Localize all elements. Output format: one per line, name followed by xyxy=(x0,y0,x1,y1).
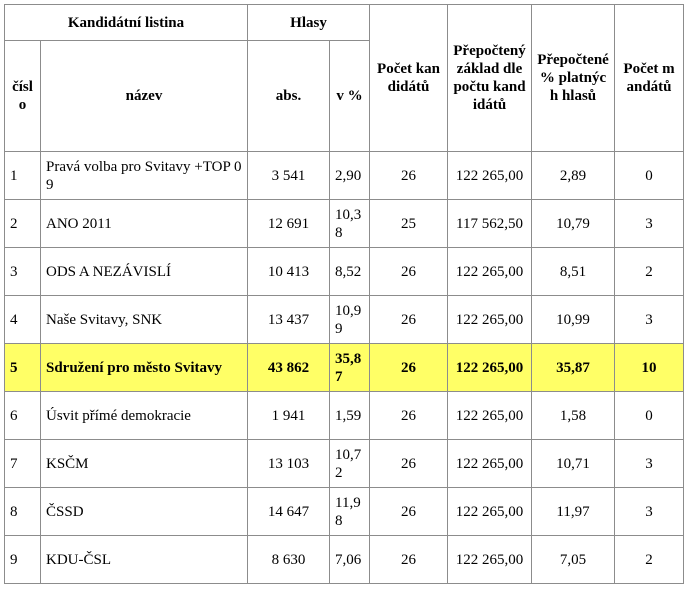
cell-party-name: ANO 2011 xyxy=(41,200,248,248)
cell-number: 4 xyxy=(5,296,41,344)
cell-recalc-pct: 11,97 xyxy=(532,488,615,536)
cell-candidates: 26 xyxy=(370,536,448,584)
cell-candidates: 26 xyxy=(370,248,448,296)
cell-mandates: 0 xyxy=(615,152,684,200)
cell-votes-pct: 10,38 xyxy=(330,200,370,248)
cell-party-name: ČSSD xyxy=(41,488,248,536)
header-pocet-mandatu: Počet mandátů xyxy=(615,5,684,152)
cell-votes-abs: 10 413 xyxy=(248,248,330,296)
cell-mandates: 3 xyxy=(615,488,684,536)
cell-recalc-base: 117 562,50 xyxy=(448,200,532,248)
cell-recalc-base: 122 265,00 xyxy=(448,488,532,536)
table-row xyxy=(5,440,684,488)
cell-recalc-base: 122 265,00 xyxy=(448,392,532,440)
header-pocet-kandidatu: Počet kandidátů xyxy=(370,5,448,152)
cell-number: 7 xyxy=(5,440,41,488)
header-prepocteny-zaklad: Přepočtený základ dle počtu kandidátů xyxy=(448,5,532,152)
table-row xyxy=(5,152,684,200)
cell-number: 6 xyxy=(5,392,41,440)
cell-votes-abs: 14 647 xyxy=(248,488,330,536)
cell-recalc-pct: 2,89 xyxy=(532,152,615,200)
cell-party-name: Úsvit přímé demokracie xyxy=(41,392,248,440)
cell-votes-pct: 35,87 xyxy=(330,344,370,392)
cell-candidates: 26 xyxy=(370,392,448,440)
cell-number: 9 xyxy=(5,536,41,584)
cell-candidates: 26 xyxy=(370,488,448,536)
cell-recalc-pct: 8,51 xyxy=(532,248,615,296)
cell-number: 8 xyxy=(5,488,41,536)
table-row-highlighted xyxy=(5,344,684,392)
cell-votes-abs: 13 437 xyxy=(248,296,330,344)
cell-recalc-base: 122 265,00 xyxy=(448,152,532,200)
cell-recalc-pct: 10,79 xyxy=(532,200,615,248)
cell-recalc-base: 122 265,00 xyxy=(448,344,532,392)
cell-votes-abs: 13 103 xyxy=(248,440,330,488)
cell-recalc-base: 122 265,00 xyxy=(448,536,532,584)
header-hlasy: Hlasy xyxy=(248,5,370,41)
cell-party-name: Pravá volba pro Svitavy +TOP 09 xyxy=(41,152,248,200)
cell-votes-abs: 1 941 xyxy=(248,392,330,440)
table-row xyxy=(5,488,684,536)
cell-mandates: 10 xyxy=(615,344,684,392)
cell-votes-abs: 43 862 xyxy=(248,344,330,392)
cell-party-name: KSČM xyxy=(41,440,248,488)
cell-candidates: 26 xyxy=(370,296,448,344)
cell-candidates: 25 xyxy=(370,200,448,248)
cell-number: 1 xyxy=(5,152,41,200)
table-row xyxy=(5,296,684,344)
table-row xyxy=(5,200,684,248)
header-row-top xyxy=(5,5,684,41)
header-kandidatni-listina: Kandidátní listina xyxy=(5,5,248,41)
table-body xyxy=(5,152,684,584)
table-row xyxy=(5,392,684,440)
cell-recalc-pct: 10,71 xyxy=(532,440,615,488)
cell-mandates: 2 xyxy=(615,248,684,296)
cell-votes-pct: 10,99 xyxy=(330,296,370,344)
cell-mandates: 2 xyxy=(615,536,684,584)
cell-votes-pct: 10,72 xyxy=(330,440,370,488)
cell-recalc-pct: 7,05 xyxy=(532,536,615,584)
cell-party-name: Sdružení pro město Svitavy xyxy=(41,344,248,392)
cell-candidates: 26 xyxy=(370,440,448,488)
cell-votes-pct: 7,06 xyxy=(330,536,370,584)
election-results-table xyxy=(4,4,684,584)
table-row xyxy=(5,248,684,296)
cell-candidates: 26 xyxy=(370,152,448,200)
cell-recalc-base: 122 265,00 xyxy=(448,440,532,488)
cell-votes-pct: 1,59 xyxy=(330,392,370,440)
cell-mandates: 3 xyxy=(615,200,684,248)
cell-number: 2 xyxy=(5,200,41,248)
cell-recalc-pct: 1,58 xyxy=(532,392,615,440)
header-cislo: číslo xyxy=(5,41,41,152)
cell-number: 3 xyxy=(5,248,41,296)
cell-votes-pct: 8,52 xyxy=(330,248,370,296)
cell-number: 5 xyxy=(5,344,41,392)
cell-votes-abs: 3 541 xyxy=(248,152,330,200)
cell-recalc-pct: 10,99 xyxy=(532,296,615,344)
cell-mandates: 0 xyxy=(615,392,684,440)
header-prepoctene-pct: Přepočtené % platných hlasů xyxy=(532,5,615,152)
header-nazev: název xyxy=(41,41,248,152)
cell-recalc-base: 122 265,00 xyxy=(448,296,532,344)
cell-party-name: ODS A NEZÁVISLÍ xyxy=(41,248,248,296)
cell-party-name: Naše Svitavy, SNK xyxy=(41,296,248,344)
cell-mandates: 3 xyxy=(615,440,684,488)
table-row xyxy=(5,536,684,584)
cell-mandates: 3 xyxy=(615,296,684,344)
cell-candidates: 26 xyxy=(370,344,448,392)
cell-votes-pct: 2,90 xyxy=(330,152,370,200)
cell-votes-abs: 8 630 xyxy=(248,536,330,584)
cell-recalc-base: 122 265,00 xyxy=(448,248,532,296)
cell-party-name: KDU-ČSL xyxy=(41,536,248,584)
header-abs: abs. xyxy=(248,41,330,152)
cell-votes-abs: 12 691 xyxy=(248,200,330,248)
cell-recalc-pct: 35,87 xyxy=(532,344,615,392)
header-pct: v % xyxy=(330,41,370,152)
cell-votes-pct: 11,98 xyxy=(330,488,370,536)
